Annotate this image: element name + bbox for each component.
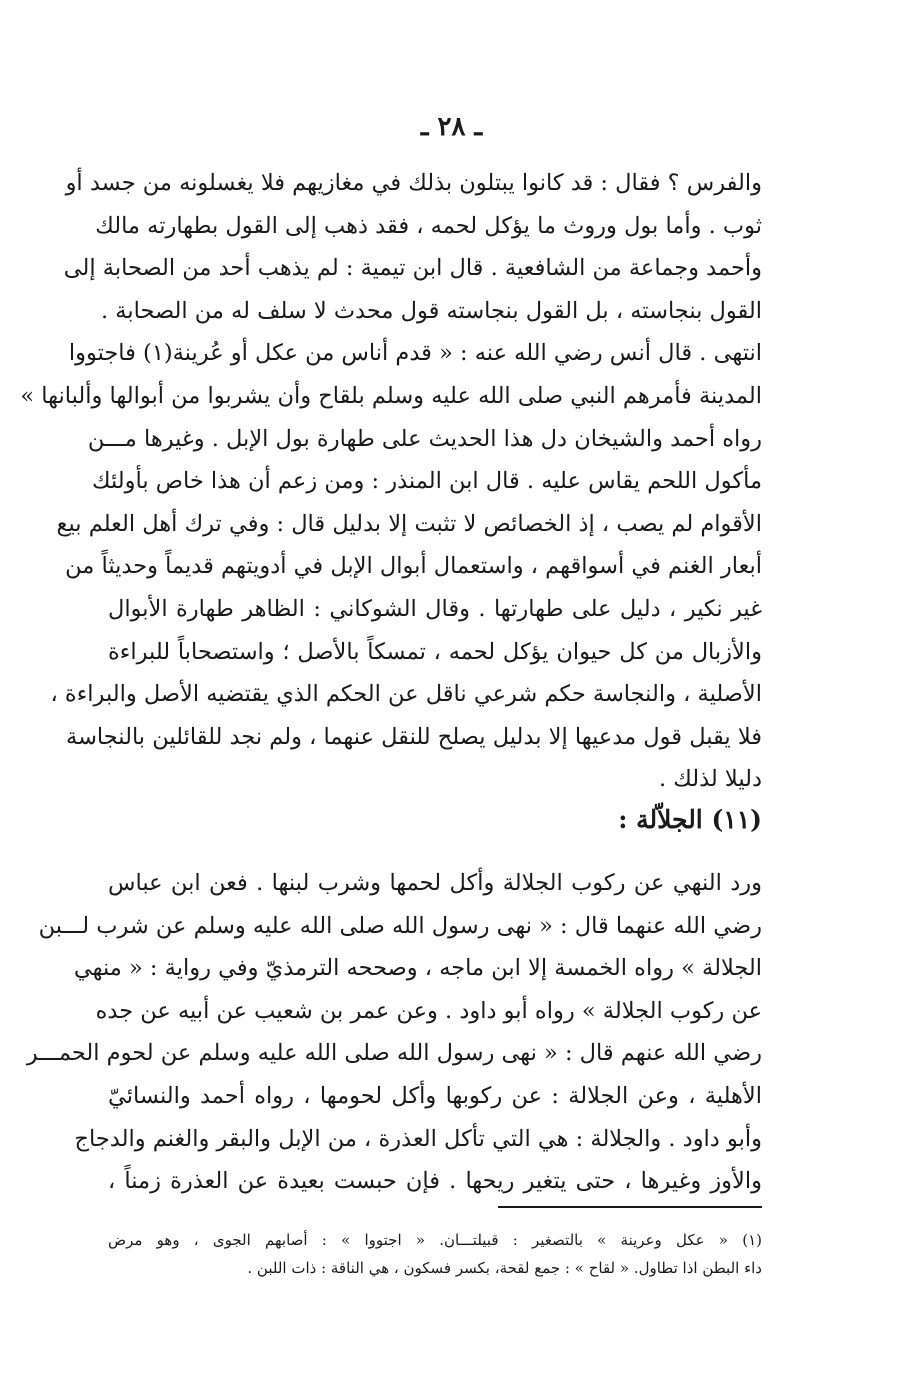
text-line: فلا يقبل قول مدعيها إلا بدليل يصلح للنقل عنهما ، ولم نجد للقائلين بالنجاسة bbox=[66, 723, 762, 750]
text-line: دليلا لذلك . bbox=[658, 766, 762, 793]
footnote-line: (١) « عكل وعرينة » بالتصغير : قبيلتـــان. « اجتووا » : أصابهم الجوى ، وهو مرض bbox=[108, 1231, 762, 1249]
text-line: والأوز وغيرها ، حتى يتغير ريحها . فإن حبست بعيدة عن العذرة زمناً ، bbox=[108, 1168, 762, 1195]
footnote bbox=[108, 1226, 762, 1282]
text-line: والأزبال من كل حيوان يؤكل لحمه ، تمسكاً بالأصل ؛ واستصحاباً للبراءة bbox=[108, 638, 762, 665]
text-line: وأبو داود . والجلالة : هي التي تأكل العذرة ، من الإبل والبقر والغنم والدجاج bbox=[74, 1125, 762, 1152]
paragraph-2 bbox=[26, 862, 762, 1203]
text-line: المدينة فأمرهم النبي صلى الله عليه وسلم بلقاح وأن يشربوا من أبوالها وألبانها » bbox=[20, 382, 762, 409]
text-line: غير نكير ، دليل على طهارتها . وقال الشوكاني : الظاهر طهارة الأبوال bbox=[108, 595, 762, 622]
text-line: القول بنجاسته ، بل القول بنجاسته قول محدث لا سلف له من الصحابة . bbox=[100, 297, 762, 324]
text-line: رضي الله عنهما قال : « نهى رسول الله صلى الله عليه وسلم عن شرب لـــبن bbox=[38, 912, 762, 939]
text-line: ثوب . وأما بول وروث ما يؤكل لحمه ، فقد ذهب إلى القول بطهارته مالك bbox=[95, 212, 762, 239]
text-line: ورد النهي عن ركوب الجلالة وأكل لحمها وشرب لبنها . فعن ابن عباس bbox=[108, 870, 762, 896]
section-heading: (١١) الجلاّلة : bbox=[618, 805, 762, 834]
text-line: الأهلية ، وعن الجلالة : عن ركوبها وأكل لحومها ، رواه أحمد والنسائيّ bbox=[108, 1082, 762, 1109]
text-line: الجلالة » رواه الخمسة إلا ابن ماجه ، وصححه الترمذيّ وفي رواية : « منهي bbox=[73, 955, 762, 982]
text-line: الأقوام لم يصب ، إذ الخصائص لا تثبت إلا بدليل قال : وفي ترك أهل العلم بيع bbox=[56, 510, 762, 537]
text-line: وأحمد وجماعة من الشافعية . قال ابن تيمية : لم يذهب أحد من الصحابة إلى bbox=[63, 255, 762, 282]
text-line: رواه أحمد والشيخان دل هذا الحديث على طهارة بول الإبل . وغيرها مـــن bbox=[87, 425, 762, 452]
page-number: ـ ٢٨ ـ bbox=[420, 112, 483, 142]
text-line: الأصلية ، والنجاسة حكم شرعي ناقل عن الحكم الذي يقتضيه الأصل والبراءة ، bbox=[50, 681, 762, 708]
text-line: رضي الله عنهم قال : « نهى رسول الله صلى الله عليه وسلم عن لحوم الحمـــر bbox=[26, 1040, 762, 1067]
footnote-line: داء البطن اذا تطاول. « لقاح » : جمع لقحة، بكسر فسكون ، هي الناقة : ذات اللبن . bbox=[247, 1259, 762, 1277]
text-line: مأكول اللحم يقاس عليه . قال ابن المنذر : ومن زعم أن هذا خاص بأولئك bbox=[92, 468, 762, 495]
text-line: عن ركوب الجلالة » رواه أبو داود . وعن عمر بن شعيب عن أبيه عن جده bbox=[95, 997, 762, 1024]
text-line: أبعار الغنم في أسواقهم ، واستعمال أبوال الإبل في أدويتهم قديماً وحديثاً من bbox=[65, 553, 762, 580]
text-line: انتهى . قال أنس رضي الله عنه : « قدم أناس من عكل أو عُرينة(١) فاجتووا bbox=[68, 340, 762, 367]
footnote-divider bbox=[498, 1206, 762, 1208]
text-line: والفرس ؟ فقال : قد كانوا يبتلون بذلك في مغازيهم فلا يغسلونه من جسد أو bbox=[65, 170, 762, 196]
paragraph-1 bbox=[20, 162, 762, 801]
